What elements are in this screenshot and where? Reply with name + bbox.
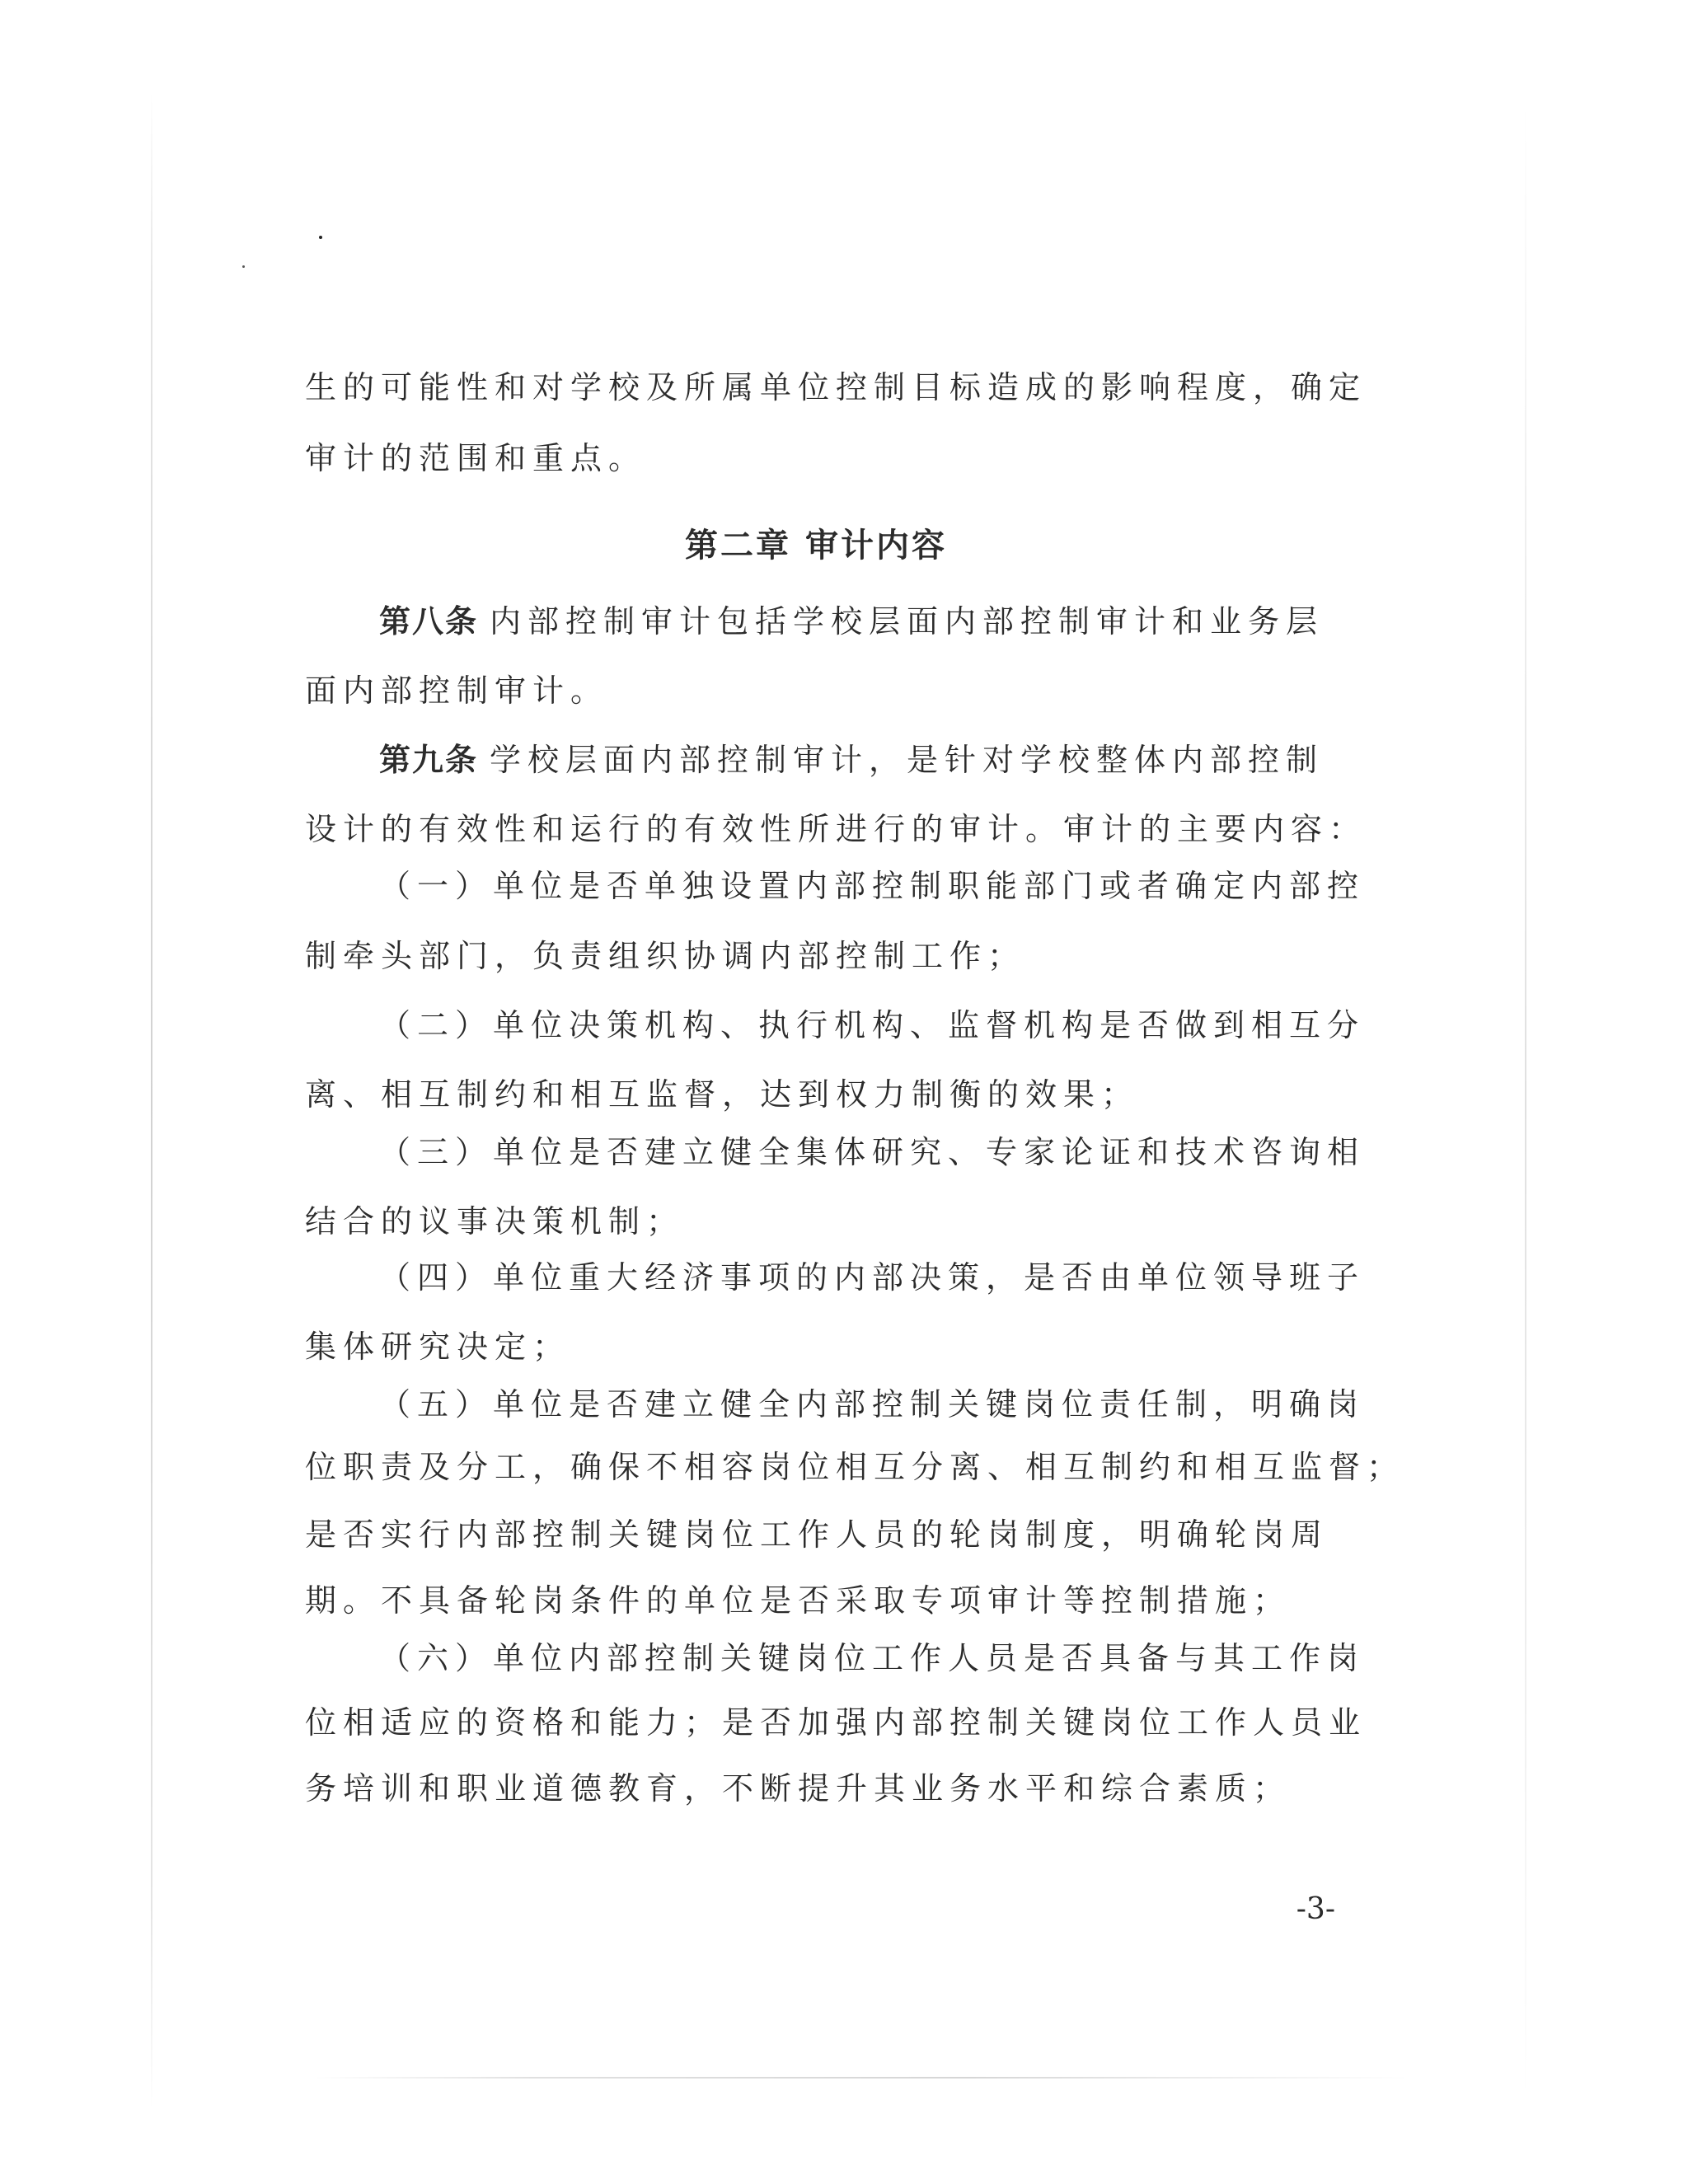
body-text-line: 设计的有效性和运行的有效性所进行的审计。审计的主要内容： [305,811,1367,847]
article-text: 内部控制审计包括学校层面内部控制审计和业务层 [490,603,1325,640]
body-text-line: 生的可能性和对学校及所属单位控制目标造成的影响程度，确定 [305,369,1367,405]
list-item-line: （五）单位是否建立健全内部控制关键岗位责任制，明确岗 [379,1386,1366,1422]
list-item-line: 制牵头部门，负责组织协调内部控制工作； [305,938,1026,974]
article-text: 学校层面内部控制审计，是针对学校整体内部控制 [490,742,1325,778]
scan-edge-bottom [313,2077,1409,2079]
scan-speck [319,236,322,239]
article-8-line [379,595,1327,648]
list-item-line: （四）单位重大经济事项的内部决策，是否由单位领导班子 [379,1259,1366,1296]
list-item-line: 离、相互制约和相互监督，达到权力制衡的效果； [305,1076,1140,1113]
scan-edge-left [151,91,152,2110]
list-item-line: （六）单位内部控制关键岗位工作人员是否具备与其工作岗 [379,1640,1366,1676]
chapter-title: 第二章 审计内容 [685,527,947,565]
list-item-line: （一）单位是否单独设置内部控制职能部门或者确定内部控 [379,868,1366,904]
scan-speck [242,265,245,268]
article-label: 第八条 [379,603,479,640]
list-item-line: 集体研究决定； [305,1329,571,1365]
list-item-line: 位职责及分工，确保不相容岗位相互分离、相互制约和相互监督； [305,1449,1405,1485]
article-9-line [379,733,1327,786]
list-item-line: 务培训和职业道德教育，不断提升其业务水平和综合素质； [305,1770,1292,1807]
list-item-line: 位相适应的资格和能力；是否加强内部控制关键岗位工作人员业 [305,1704,1367,1741]
scan-edge-right [1525,99,1526,2102]
body-text-line: 审计的范围和重点。 [305,440,647,476]
list-item-line: （三）单位是否建立健全集体研究、专家论证和技术咨询相 [379,1134,1366,1170]
article-label: 第九条 [379,742,479,778]
list-item-line: 期。不具备轮岗条件的单位是否采取专项审计等控制措施； [305,1582,1292,1619]
list-item-line: （二）单位决策机构、执行机构、监督机构是否做到相互分 [379,1007,1366,1043]
list-item-line: 结合的议事决策机制； [305,1203,685,1240]
body-text-line: 面内部控制审计。 [305,673,609,709]
list-item-line: 是否实行内部控制关键岗位工作人员的轮岗制度，明确轮岗周 [305,1516,1329,1553]
page-number: -3- [1296,1892,1335,1926]
